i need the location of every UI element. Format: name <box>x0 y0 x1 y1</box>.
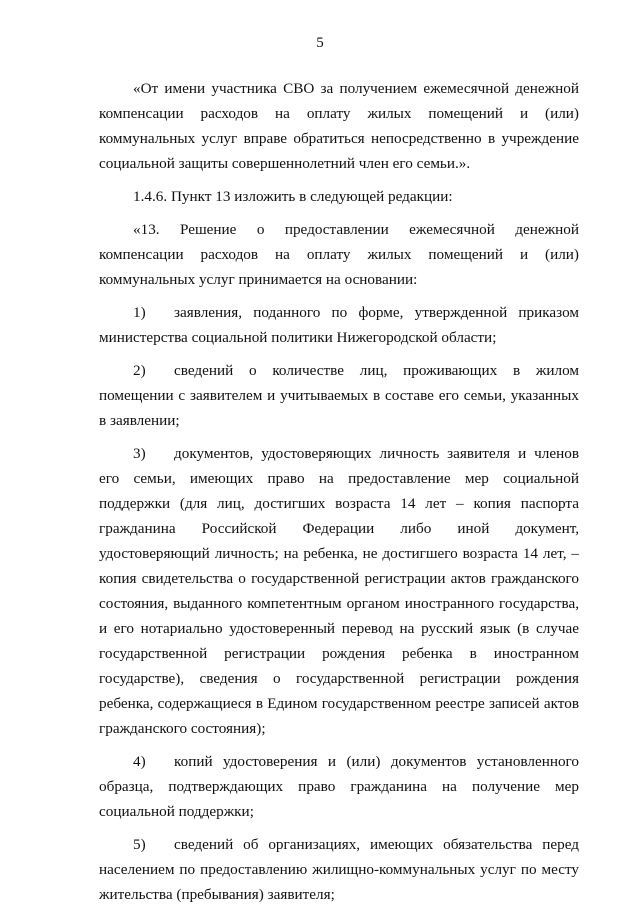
list-item-text: копий удостоверения и (или) документов установленного образца, подтверждающих право гражданина на получение мер социальной поддержки; <box>99 753 579 820</box>
list-item <box>99 358 579 433</box>
list-item-number: 1) <box>133 304 146 321</box>
clause-heading: 1.4.6. Пункт 13 изложить в следующей редакции: <box>133 188 453 205</box>
list-item-number: 3) <box>133 445 146 462</box>
list-item-text: сведений об организациях, имеющих обязательства перед населением по предоставлению жилищно-коммунальных услуг по месту жительства (пребывания) заявителя; <box>99 836 579 903</box>
list-item <box>99 749 579 824</box>
list-item-text: заявления, поданного по форме, утвержденной приказом министерства социальной политики Нижегородской области; <box>99 304 579 346</box>
list-item <box>99 441 579 741</box>
page-number: 5 <box>316 35 324 51</box>
point-13-intro: «13. Решение о предоставлении ежемесячной денежной компенсации расходов на оплату жилых помещений и (или) коммунальных услуг принимается на основании: <box>99 221 579 288</box>
list-item-text: документов, удостоверяющих личность заявителя и членов его семьи, имеющих право на предоставление мер социальной поддержки (для лиц, достигших возраста 14 лет – копия паспорта гражданина Российской Федерации либо иной документ, удостоверяющий личность; на ребенка, не достигшего возраста 14 лет, – копия свидетельства о государственной регистрации актов гражданского состояния, выданного компетентным органом иностранного государства, и его нотариально удостоверенный перевод на русский язык (в случае государственной регистрации рождения ребенка в иностранном государстве), сведения о государственной регистрации рождения ребенка, содержащиеся в Едином государственном реестре записей актов гражданского состояния); <box>99 445 579 737</box>
list-item-number: 5) <box>133 836 146 853</box>
document-body <box>99 76 579 907</box>
list-item-number: 2) <box>133 362 146 379</box>
quote-paragraph: «От имени участника СВО за получением ежемесячной денежной компенсации расходов на оплату жилых помещений и (или) коммунальных услуг вправе обратиться непосредственно в учреждение социальной защиты совершеннолетний член его семьи.». <box>99 80 579 172</box>
list-item-text: сведений о количестве лиц, проживающих в жилом помещении с заявителем и учитываемых в составе его семьи, указанных в заявлении; <box>99 362 579 429</box>
list-item <box>99 300 579 350</box>
list-item <box>99 832 579 907</box>
list-item-number: 4) <box>133 753 146 770</box>
